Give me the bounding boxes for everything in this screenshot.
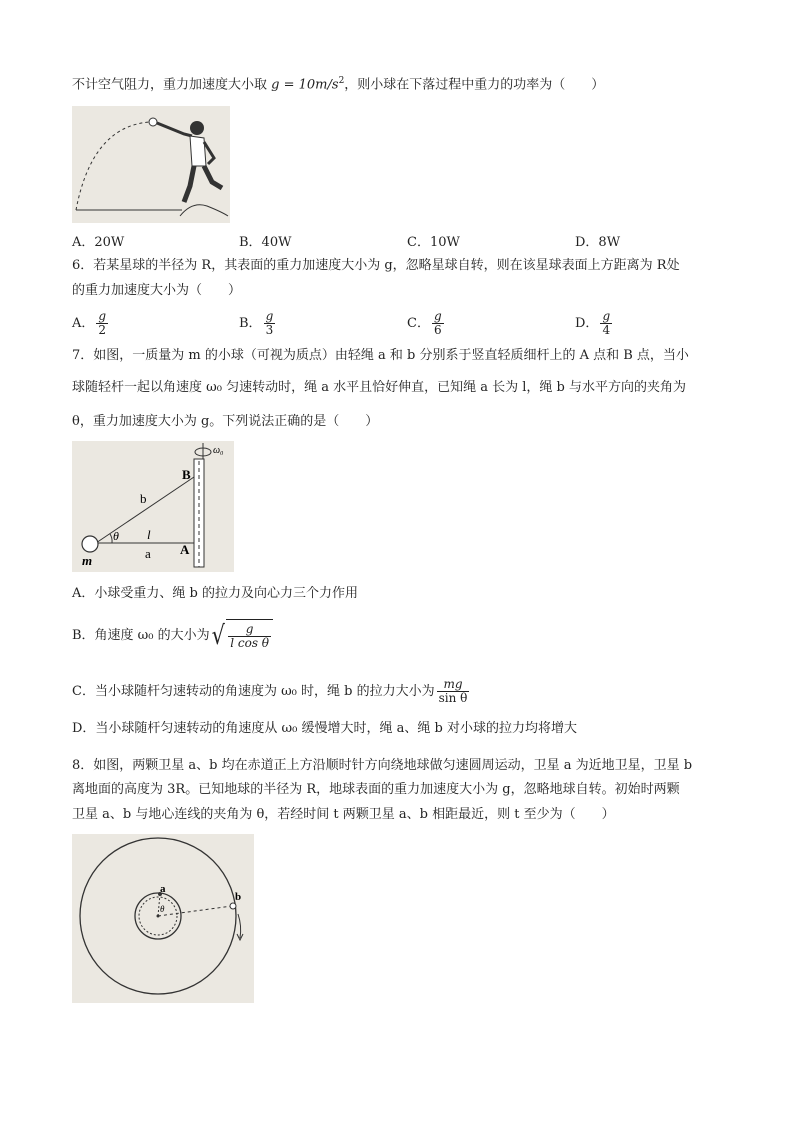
- point-b-label: B: [182, 467, 191, 482]
- satellite-b-label: b: [235, 891, 242, 903]
- rope-a-label: a: [145, 546, 151, 561]
- satellite-a-label: a: [160, 883, 166, 895]
- q7-stem-line2: 球随轻杆一起以角速度 ω₀ 匀速转动时，绳 a 水平且恰好伸直，已知绳 a 长为 l，绳 b 与水平方向的夹角为: [72, 380, 686, 395]
- point-a-label: A: [180, 542, 190, 557]
- q7-option-d[interactable]: D．当小球随杆匀速转动的角速度从 ω₀ 缓慢增大时，绳 a、绳 b 对小球的拉力均将增大: [72, 721, 577, 736]
- q6-option-c[interactable]: C． $\frac{g}{6}$: [407, 309, 442, 337]
- q5-option-a[interactable]: A．20W: [72, 235, 125, 250]
- q7-option-a[interactable]: A．小球受重力、绳 b 的拉力及向心力三个力作用: [72, 586, 358, 601]
- q6-option-d[interactable]: D． $\frac{g}{4}$: [575, 309, 611, 337]
- q8-stem-line3: 卫星 a、b 与地心连线的夹角为 θ，若经时间 t 两颗卫星 a、b 相距最近，则 t 至少为（ ）: [72, 807, 615, 822]
- q7-option-c[interactable]: C．当小球随杆匀速转动的角速度为 ω₀ 时，绳 b 的拉力大小为 $\frac{mg}{\text{sin θ}}$: [72, 677, 468, 705]
- q6-option-b[interactable]: B． $\frac{g}{3}$: [239, 309, 274, 337]
- q5-stem: 不计空气阻力，重力加速度大小取 $g = 10m/s^2$，则小球在下落过程中重力的功率为（ ）: [72, 76, 605, 93]
- length-l-label: l: [147, 527, 151, 542]
- q5-option-c[interactable]: C．10W: [407, 235, 460, 250]
- q6-stem-line2: 的重力加速度大小为（ ）: [72, 283, 242, 298]
- theta-label: θ: [113, 529, 119, 543]
- q7-stem-line3: θ，重力加速度大小为 g。下列说法正确的是（ ）: [72, 414, 379, 429]
- rod-diagram: [72, 441, 234, 572]
- omega-label: ω₀: [213, 445, 224, 456]
- q6-option-a-fraction: $\frac{g}{2}$: [98, 309, 107, 337]
- q6-option-c-fraction: $\frac{g}{6}$: [433, 309, 442, 337]
- q6-option-a[interactable]: A． $\frac{g}{2}$: [72, 309, 107, 337]
- rope-b-label: b: [140, 491, 147, 506]
- q7-option-c-fraction: $\frac{mg}{\text{sin θ}}$: [438, 677, 468, 705]
- orbit-diagram: [72, 834, 254, 1003]
- q6-option-d-fraction: $\frac{g}{4}$: [602, 309, 611, 337]
- angle-theta-label: θ: [160, 904, 165, 914]
- q7-option-b-sqrt: √ $\frac{g}{\text{l cos θ}}$: [210, 619, 273, 653]
- q8-stem-line2: 离地面的高度为 3R。已知地球的半径为 R，地球表面的重力加速度大小为 g，忽略地球自转。初始时两颗: [72, 782, 680, 797]
- q8-stem-line1: 8．如图，两颗卫星 a、b 均在赤道正上方沿顺时针方向绕地球做匀速圆周运动，卫星 a 为近地卫星，卫星 b: [72, 758, 693, 773]
- q7-stem-line1: 7．如图，一质量为 m 的小球（可视为质点）由轻绳 a 和 b 分别系于竖直轻质细杆上的 A 点和 B 点，当小: [72, 348, 689, 363]
- q7-option-b[interactable]: B．角速度 ω₀ 的大小为 √ $\frac{g}{\text{l cos θ}}$: [72, 619, 273, 653]
- mass-m-label: m: [82, 553, 93, 568]
- q6-stem-line1: 6．若某星球的半径为 R，其表面的重力加速度大小为 g，忽略星球自转，则在该星球表面上方距离为 R处: [72, 258, 680, 273]
- q8-satellite-figure: [72, 834, 254, 1003]
- thrower-illustration: [72, 106, 230, 223]
- q7-rod-figure: [72, 441, 234, 572]
- q5-g-expression: g = 10m/s: [271, 77, 339, 93]
- q5-thrower-figure: [72, 106, 230, 223]
- q5-option-d[interactable]: D．8W: [575, 235, 621, 250]
- q6-option-b-fraction: $\frac{g}{3}$: [265, 309, 274, 337]
- q5-option-b[interactable]: B．40W: [239, 235, 292, 250]
